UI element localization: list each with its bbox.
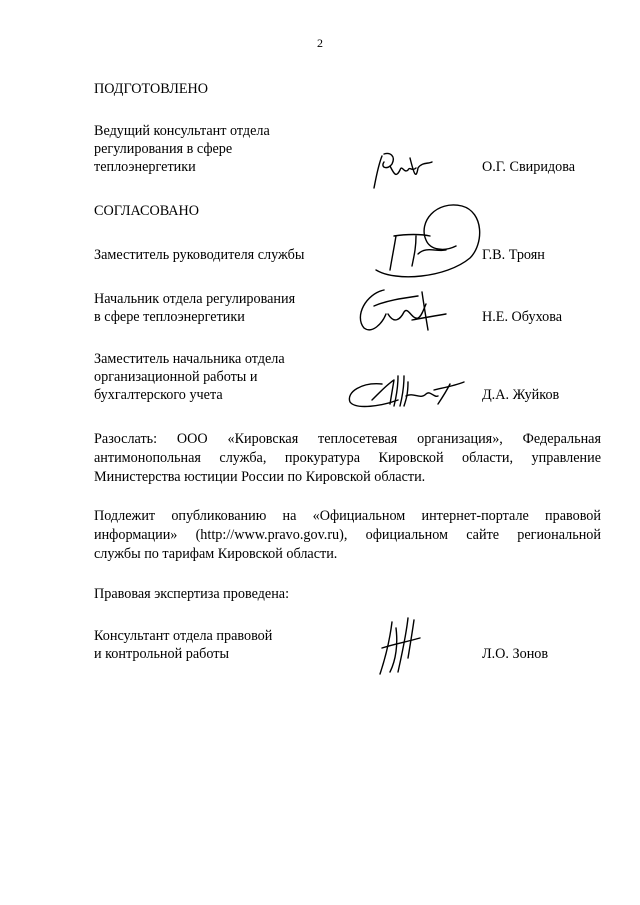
paragraph-line: службы по тарифам Кировской области. (94, 546, 338, 562)
signature-obukhova (352, 284, 452, 336)
position-line: Ведущий консультант отдела (94, 123, 270, 139)
distribution-paragraph (94, 430, 601, 487)
signature-troyan (366, 196, 486, 286)
signer-position (94, 290, 295, 326)
paragraph-line: информации» (http://www.pravo.gov.ru), официальном сайте региональной (94, 527, 601, 543)
page-number: 2 (317, 36, 323, 50)
position-line: организационной работы и (94, 369, 258, 385)
signer-name: Д.А. Жуйков (482, 387, 560, 403)
position-line: Консультант отдела правовой (94, 628, 273, 644)
signer-position: Заместитель руководителя службы (94, 247, 305, 263)
paragraph-line: Министерства юстиции России по Кировской области. (94, 469, 426, 485)
prepared-heading: ПОДГОТОВЛЕНО (94, 81, 208, 97)
paragraph-line: антимонопольная служба, прокуратура Кировской области, управление (94, 450, 601, 466)
signature-zonov (372, 614, 436, 678)
position-line: и контрольной работы (94, 646, 229, 662)
prepared-position (94, 122, 270, 176)
position-line: в сфере теплоэнергетики (94, 309, 245, 325)
legal-review-name: Л.О. Зонов (482, 646, 549, 662)
position-line: Начальник отдела регулирования (94, 291, 296, 307)
paragraph-line: Подлежит опубликованию на «Официальном интернет-портале правовой (94, 508, 601, 524)
signature-zhuikov (342, 370, 472, 412)
agreed-heading: СОГЛАСОВАНО (94, 203, 200, 219)
signature-sviridova (370, 148, 440, 193)
position-line: бухгалтерского учета (94, 387, 223, 403)
position-line: Заместитель начальника отдела (94, 351, 285, 367)
signer-position (94, 350, 285, 404)
position-line: регулирования в сфере (94, 141, 233, 157)
publication-paragraph (94, 507, 601, 564)
prepared-name: О.Г. Свиридова (482, 159, 576, 175)
signer-name: Н.Е. Обухова (482, 309, 563, 325)
legal-review-position (94, 627, 272, 663)
legal-review-heading: Правовая экспертиза проведена: (94, 586, 290, 602)
paragraph-line: Разослать: ООО «Кировская теплосетевая организация», Федеральная (94, 431, 601, 447)
position-line: теплоэнергетики (94, 159, 196, 175)
signer-name: Г.В. Троян (482, 247, 545, 263)
